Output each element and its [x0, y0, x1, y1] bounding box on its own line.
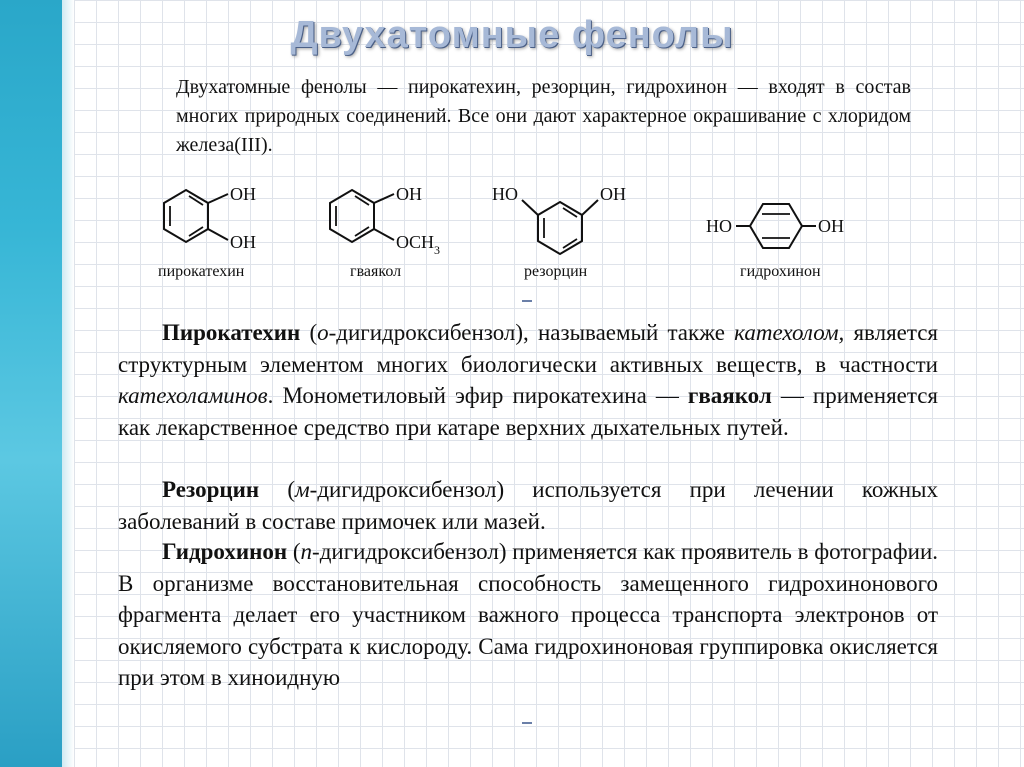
term-resorcinol: Резорцин [162, 477, 260, 502]
paragraph-pyrocatechol: Пирокатехин (о-дигидроксибензол), называемый также катехолом, является структурным элементом многих биологически активных веществ, в частности катехоламинов. Монометиловый эфир пирокатехина — гваякол — применяется как лекарственное средство при катаре верхних дыхательных путей. [118, 320, 938, 440]
structure-hydroquinone [706, 204, 844, 280]
position-para: п [300, 539, 313, 564]
group-ho: HO [492, 184, 518, 204]
slide-mark [522, 300, 532, 302]
structure-pyrocatechol [158, 184, 256, 280]
chemical-structures [140, 178, 900, 288]
group-och3: $OCH_3$ [396, 232, 441, 257]
group-oh: OH [818, 216, 844, 236]
slide-mark [522, 722, 532, 724]
term-pyrocatechol: Пирокатехин [162, 320, 301, 345]
structure-guaiacol [330, 184, 440, 280]
position-ortho: о [317, 320, 329, 345]
paragraph-resorcinol: Резорцин (м-дигидроксибензол) используется при лечении кожных заболеваний в составе примочек или мазей. [118, 477, 938, 534]
label-guaiacol: гваякол [350, 263, 402, 280]
label-resorcinol: резорцин [524, 263, 588, 280]
term-guaiacol: гваякол [687, 383, 772, 408]
group-oh-1: OH [230, 184, 256, 204]
left-decorative-band [0, 0, 62, 767]
intro-paragraph: Двухатомные фенолы — пирокатехин, резорцин, гидрохинон — входят в состав многих природных соединений. Все они дают характерное окрашивание с хлоридом железа(III). [176, 76, 911, 156]
term-catecholamines: катехоламинов [118, 383, 268, 408]
group-oh-2: OH [230, 232, 256, 252]
paragraph-hydroquinone: Гидрохинон (п-дигидроксибензол) применяется как проявитель в фотографии. В организме восстановительная способность замещенного гидрохинонового фрагмента делает его участником важного процесса транспорта электронов от окисляемого субстрата к кислороду. Сама гидрохиноновая группировка окисляется при этом в хиноидную [118, 539, 938, 690]
structure-resorcinol [492, 184, 626, 280]
term-hydroquinone: Гидрохинон [162, 539, 288, 564]
position-meta: м [294, 477, 310, 502]
label-pyrocatechol: пирокатехин [158, 263, 245, 280]
slide-title: Двухатомные фенолы [290, 14, 734, 56]
group-oh: OH [396, 184, 422, 204]
group-ho: HO [706, 216, 732, 236]
label-hydroquinone: гидрохинон [740, 263, 821, 280]
term-catechol: катехолом, [734, 320, 845, 345]
group-oh: OH [600, 184, 626, 204]
band-edge [62, 0, 74, 767]
